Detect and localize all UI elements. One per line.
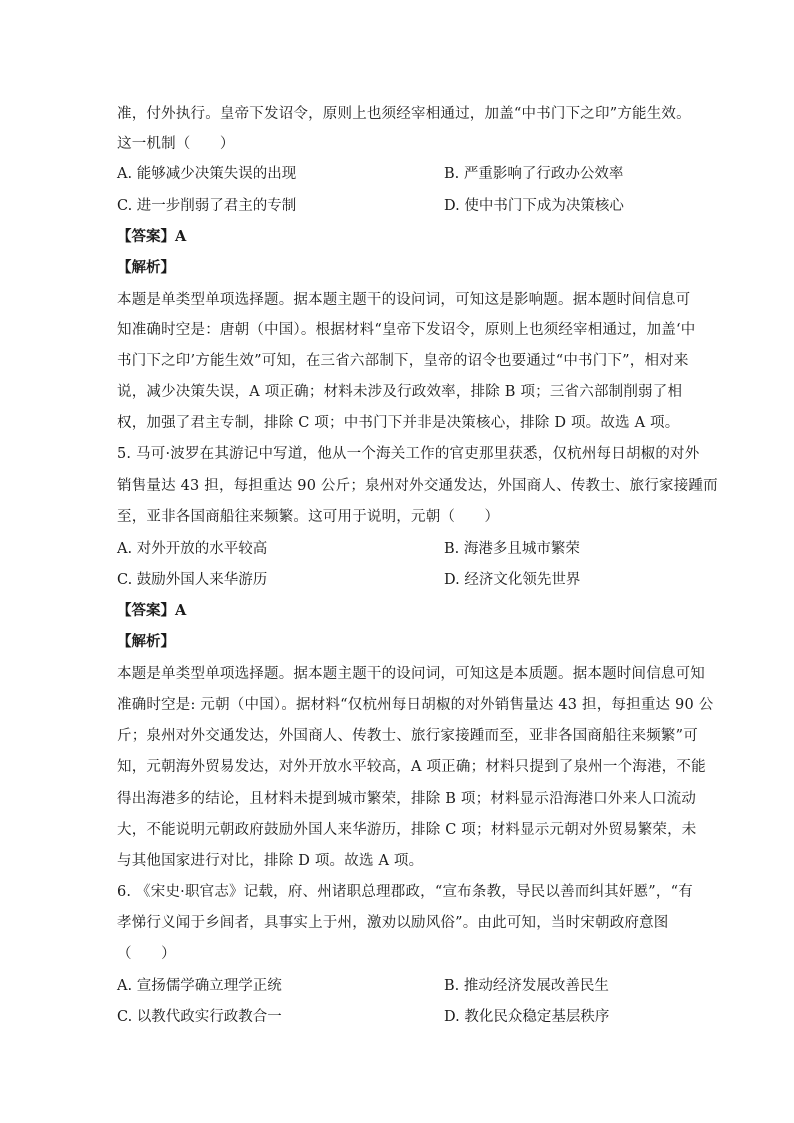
q4-analysis-label: 【解析】	[117, 259, 175, 276]
q4-answer: 【答案】A	[117, 228, 187, 245]
q4-analysis-line-5: 权，加强了君主专制，排除 C 项；中书门下并非是决策核心，排除 D 项。故选 A 项。	[117, 415, 680, 431]
q5-analysis-line-1: 本题是单类型单项选择题。据本题主题干的设问词，可知这是本质题。据本题时间信息可知	[117, 666, 705, 682]
q5-analysis-line-7: 与其他国家进行对比，排除 D 项。故选 A 项。	[117, 853, 424, 869]
q5-analysis-label: 【解析】	[117, 633, 175, 650]
q4-option-b: B. 严重影响了行政办公效率	[444, 166, 624, 182]
q4-analysis-line-4: 说，减少决策失误，A 项正确；材料未涉及行政效率，排除 B 项；三省六部制削弱了相	[117, 384, 683, 400]
q5-option-a: A. 对外开放的水平较高	[117, 541, 268, 557]
q6-option-a: A. 宣扬儒学确立理学正统	[117, 978, 282, 994]
q5-option-c: C. 鼓励外国人来华游历	[117, 572, 268, 588]
q5-stem-line-3: 至，亚非各国商船往来频繁。这可用于说明，元朝（ ）	[117, 509, 500, 525]
q4-option-d: D. 使中书门下成为决策核心	[444, 198, 624, 214]
q4-analysis-line-3: 书门下之印’方能生效”可知，在三省六部制下，皇帝的诏令也要通过“中书门下”，相对来	[117, 353, 689, 369]
q5-stem-line-1: 5. 马可·波罗在其游记中写道，他从一个海关工作的官吏那里获悉，仅杭州每日胡椒的对外	[117, 446, 700, 462]
q5-analysis-line-5: 得出海港多的结论，且材料未提到城市繁荣，排除 B 项；材料显示沿海港口外来人口流动	[117, 791, 697, 807]
q4-analysis-line-2: 知准确时空是：唐朝（中国）。根据材料“皇帝下发诏令，原则上也须经宰相通过，加盖‘中	[117, 322, 696, 338]
q5-option-b: B. 海港多且城市繁荣	[444, 541, 580, 557]
q5-analysis-line-3: 斤；泉州对外交通发达，外国商人、传教士、旅行家接踵而至，亚非各国商船往来频繁”可	[117, 728, 698, 744]
q5-analysis-line-6: 大，不能说明元朝政府鼓励外国人来华游历，排除 C 项；材料显示元朝对外贸易繁荣，未	[117, 822, 697, 838]
q5-analysis-line-4: 知，元朝海外贸易发达，对外开放水平较高，A 项正确；材料只提到了泉州一个海港，不能	[117, 759, 706, 775]
q4-option-c: C. 进一步削弱了君主的专制	[117, 198, 297, 214]
q5-option-d: D. 经济文化领先世界	[444, 572, 581, 588]
q4-stem-line-2: 这一机制（ ）	[117, 136, 235, 152]
q6-option-c: C. 以教代政实行政教合一	[117, 1009, 282, 1025]
q6-stem-line-2: 孝悌行义闻于乡闾者，具事实上于州，激劝以励风俗”。由此可知，当时宋朝政府意图	[117, 915, 669, 931]
q5-answer: 【答案】A	[117, 602, 187, 619]
q5-analysis-line-2: 准确时空是: 元朝（中国）。据材料“仅杭州每日胡椒的对外销售量达 43 担，每担重达 90 公	[117, 697, 714, 713]
q4-analysis-line-1: 本题是单类型单项选择题。据本题主题干的设问词，可知这是影响题。据本题时间信息可	[117, 292, 691, 308]
q4-stem-line-1: 准，付外执行。皇帝下发诏令，原则上也须经宰相通过，加盖“中书门下之印”方能生效。	[117, 106, 691, 122]
q6-option-b: B. 推动经济发展改善民生	[444, 978, 609, 994]
q4-option-a: A. 能够减少决策失误的出现	[117, 166, 297, 182]
q6-option-d: D. 教化民众稳定基层秩序	[444, 1009, 610, 1025]
q6-stem-line-1: 6. 《宋史·职官志》记载，府、州诸职总理郡政，“宣布条教，导民以善而纠其奸慝”，“有	[117, 884, 693, 900]
q5-stem-line-2: 销售量达 43 担，每担重达 90 公斤；泉州对外交通发达，外国商人、传教士、旅行家接踵而	[117, 478, 718, 494]
q6-stem-line-3: （ ）	[117, 946, 176, 962]
